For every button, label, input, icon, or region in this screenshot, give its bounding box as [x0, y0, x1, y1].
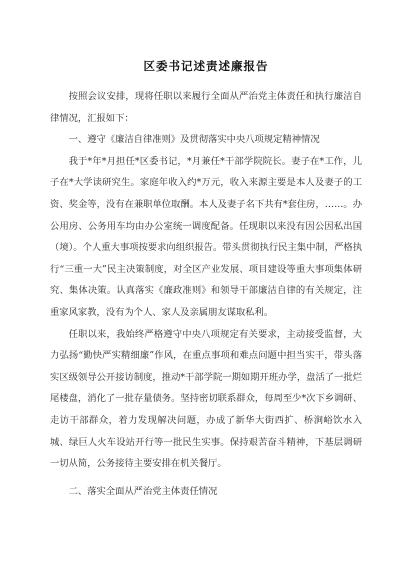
intro-paragraph: 按照会议安排，现将任职以来履行全面从严治党主体责任和执行廉洁自律情况，汇报如下：	[50, 91, 362, 124]
section-1-heading: 一、遵守《廉洁自律准则》及贯彻落实中央八项规定精神情况	[68, 134, 320, 146]
section-1-paragraph-1: 我于*年*月担任*区委书记，*月兼任*干部学院院长。妻子在*工作，儿子在*大学读研究生。家庭年收入约*万元，收入来源主要是本人及妻子的工资、奖金等，没有在兼职单位取酬。本人及妻子名下共有*套住房，……。办公用房、公务用车均由办公室统一调度配备。任现职以来没有因公因私出国（境）。个人重大事项按要求向组织报告。带头贯彻执行民主集中制，严格执行“三重一大”民主决策制度，对全区产业发展、项目建设等重大事项集体研究、集体决策。认真落实《廉政准则》和领导干部廉洁自律的有关规定，注重家风家教，没有为个人、家人及亲属朋友谋取私利。	[50, 155, 362, 318]
document-title: 区委书记述责述廉报告	[143, 59, 269, 73]
document-body	[50, 86, 362, 502]
section-1-paragraph-2: 任职以来，我始终严格遵守中央八项规定有关要求，主动接受监督，大力弘扬“勤快严实精细廉”作风，在重点事项和难点问题中担当实干，带头落实区级领导公开接访制度，推动*干部学院一期如期开班办学，盘活了一批烂尾楼盘，消化了一批存量债务。坚持密切联系群众，每周至少*次下乡调研、走访干部群众，着力发现解决问题，办成了新华大街西扩、桥涧峪饮水入城、绿巨人火车设站开行等一批民生实事。保持艰苦奋斗精神，下基层调研一切从简，公务接待主要安排在机关餐厅。	[50, 328, 362, 470]
section-2-heading: 二、落实全面从严治党主体责任情况	[68, 485, 218, 497]
